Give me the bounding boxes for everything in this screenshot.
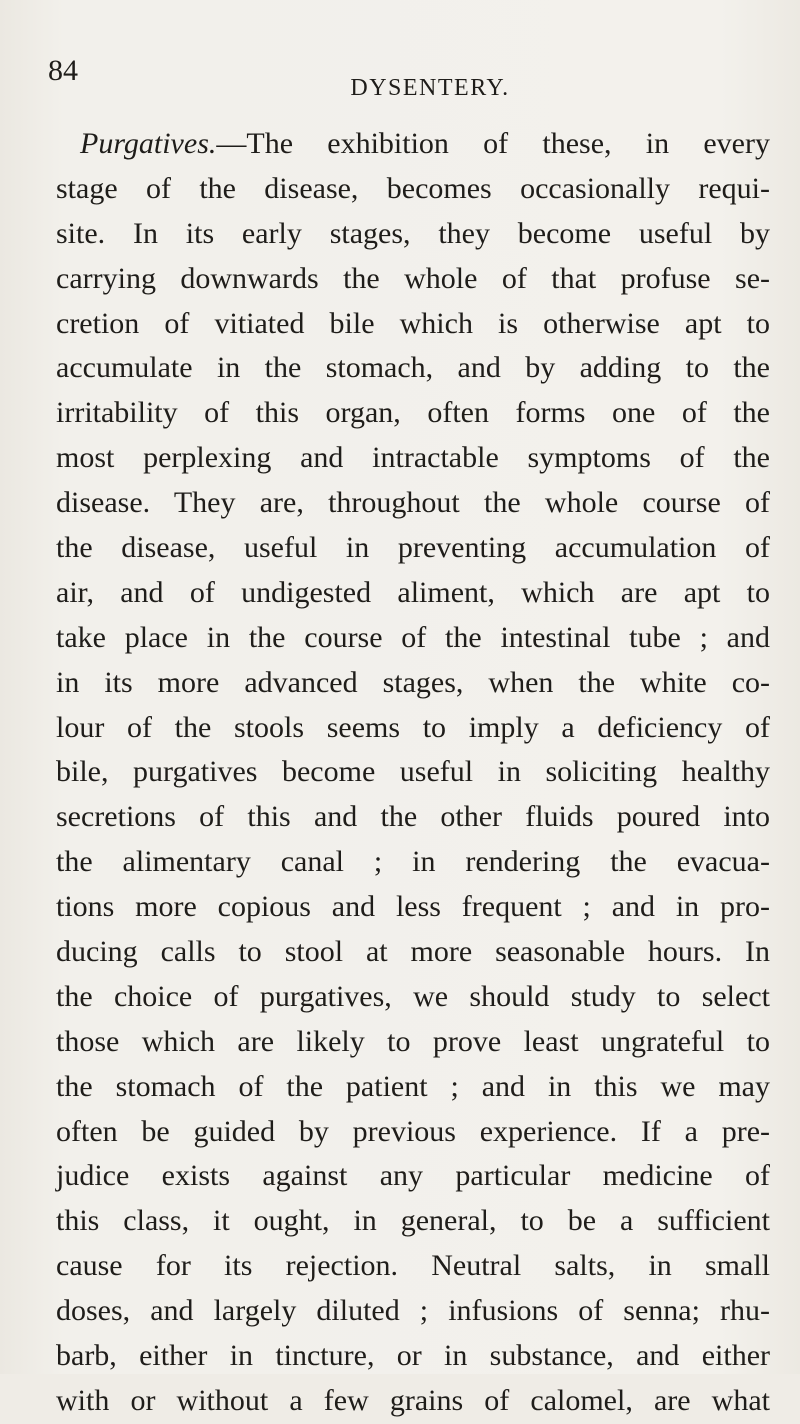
text-line [56,122,770,167]
text-line: take place in the course of the intestinal tube ; and [56,620,770,654]
text-line: cause for its rejection. Neutral salts, in small [56,1249,770,1283]
text-line: carrying downwards the whole of that profuse se- [56,261,770,295]
text-line: ducing calls to stool at more seasonable hours. In [56,935,770,969]
text-line: irritability of this organ, often forms one of the [56,396,770,430]
text-line: those which are likely to prove least ungrateful to [56,1024,770,1058]
text-line: barb, either in tincture, or in substance, and either [56,1339,770,1373]
text-line: judice exists against any particular medicine of [56,1159,770,1193]
text-line: secretions of this and the other fluids poured into [56,800,770,834]
text-line: the stomach of the patient ; and in this we may [56,1069,770,1103]
text-line: with or without a few grains of calomel, are what [56,1383,770,1417]
running-head: DYSENTERY. [350,75,510,101]
text-line: this class, it ought, in general, to be a sufficient [56,1204,770,1238]
text-line: most perplexing and intractable symptoms of the [56,441,770,475]
text-line: stage of the disease, becomes occasionally requi- [56,171,770,205]
line-text: —The exhibition of these, in every [216,127,770,160]
text-line: cretion of vitiated bile which is otherwise apt to [56,306,770,340]
text-line: accumulate in the stomach, and by adding to the [56,351,770,385]
text-line: air, and of undigested aliment, which are apt to [56,575,770,609]
text-line: lour of the stools seems to imply a deficiency of [56,710,770,744]
text-line: site. In its early stages, they become useful by [56,216,770,250]
text-line: the choice of purgatives, we should study to select [56,979,770,1013]
text-line: bile, purgatives become useful in soliciting healthy [56,755,770,789]
text-line: doses, and largely diluted ; infusions of senna; rhu- [56,1294,770,1328]
page-number: 84 [48,54,78,87]
text-line: often be guided by previous experience. If a pre- [56,1114,770,1148]
lead-term: Purgatives. [80,127,217,160]
body-text [56,122,770,1424]
text-line: in its more advanced stages, when the white co- [56,665,770,699]
text-line: disease. They are, throughout the whole course of [56,486,770,520]
text-line: the disease, useful in preventing accumulation of [56,531,770,565]
text-line: the alimentary canal ; in rendering the evacua- [56,845,770,879]
text-line: tions more copious and less frequent ; and in pro- [56,890,770,924]
